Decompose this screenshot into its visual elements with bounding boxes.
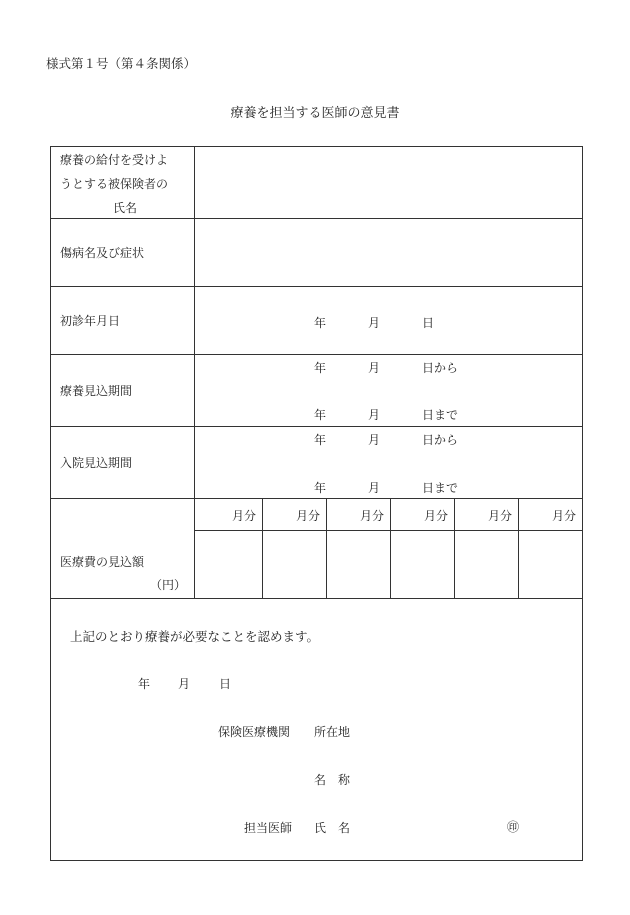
month-column-divider [326,498,327,598]
month-column-header: 月分 [487,509,512,523]
row-divider [50,498,583,499]
insured-name-label: 療養の給付を受けよ うとする被保険者の 氏名 [60,153,169,215]
treatment-from-year: 年 [314,361,327,375]
doctor-label: 担当医師 [244,821,293,835]
hospital-from-year: 年 [314,433,327,447]
row-divider [50,354,583,355]
treatment-until-month: 月 [368,408,381,422]
cost-label: 医療費の見込額 [60,555,145,569]
cost-unit-label: （円） [150,578,187,592]
certification-month: 月 [178,677,191,691]
hospital-from-month: 月 [368,433,381,447]
row-divider [50,426,583,427]
form-number: 様式第１号（第４条関係） [46,56,197,71]
certification-day: 日 [219,677,232,691]
treatment-period-label: 療養見込期間 [60,384,133,398]
treatment-until-year: 年 [314,408,327,422]
first-visit-label: 初診年月日 [60,314,121,328]
month-column-header: 月分 [231,509,256,523]
row-divider [50,598,583,599]
month-column-divider [454,498,455,598]
certification-year: 年 [138,677,151,691]
doctor-name-label: 氏 名 [314,821,351,835]
disease-label: 傷病名及び症状 [60,246,145,260]
institution-name-label: 名 称 [314,773,351,787]
row-divider [50,286,583,287]
month-column-divider [390,498,391,598]
month-column-header: 月分 [295,509,320,523]
month-column-divider [518,498,519,598]
month-header-divider [194,530,583,531]
institution-label: 保険医療機関 [218,725,291,739]
hospital-until-month: 月 [368,481,381,495]
hospital-period-label: 入院見込期間 [60,456,133,470]
label-column-divider [194,146,195,598]
month-column-header: 月分 [551,509,576,523]
document-title: 療養を担当する医師の意見書 [230,106,400,121]
hospital-from-day: 日から [422,433,459,447]
treatment-until-day: 日まで [422,408,459,422]
certification-statement: 上記のとおり療養が必要なことを認めます。 [70,629,320,644]
seal-mark: ㊞ [507,820,520,834]
month-column-header: 月分 [423,509,448,523]
month-column-header: 月分 [359,509,384,523]
treatment-from-month: 月 [368,361,381,375]
treatment-from-day: 日から [422,361,459,375]
first-visit-day: 日 [422,316,435,330]
hospital-until-day: 日まで [422,481,459,495]
first-visit-month: 月 [368,316,381,330]
month-column-divider [262,498,263,598]
address-label: 所在地 [314,725,351,739]
first-visit-year: 年 [314,316,327,330]
hospital-until-year: 年 [314,481,327,495]
